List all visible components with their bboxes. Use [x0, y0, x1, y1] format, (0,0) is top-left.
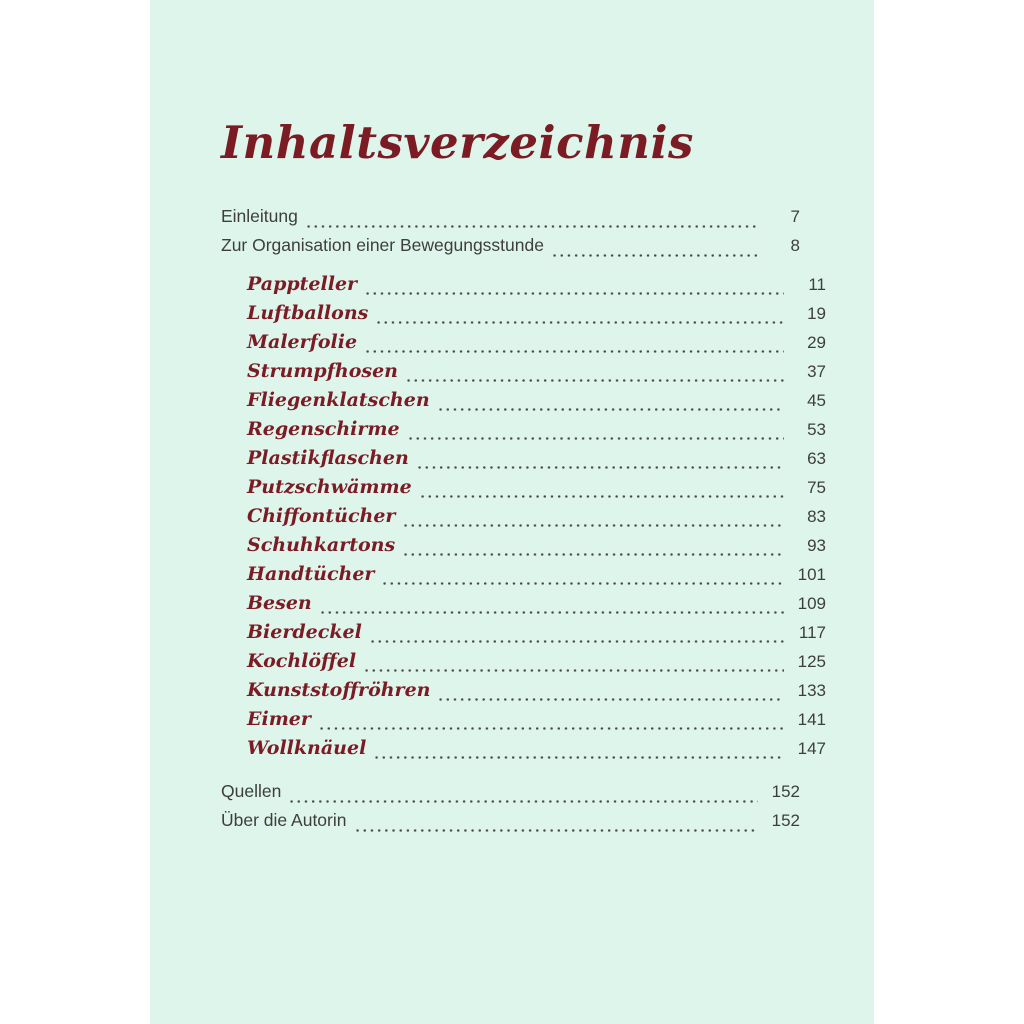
dotted-leader	[405, 379, 784, 382]
toc-entry	[221, 810, 800, 839]
toc-entry-page-number: 152	[771, 782, 800, 801]
toc-entry-page-number: 11	[808, 275, 826, 294]
toc-entry-label: Regenschirme	[247, 418, 400, 440]
toc-entry	[221, 360, 826, 389]
toc-entry-label: Kochlöffel	[247, 650, 357, 672]
dotted-leader	[551, 254, 758, 257]
toc-entry	[221, 563, 826, 592]
dotted-leader	[416, 466, 784, 469]
toc-entry-label: Über die Autorin	[221, 810, 347, 830]
toc-entry	[221, 302, 826, 331]
toc-entry-label: Quellen	[221, 781, 282, 801]
toc-entry-label: Einleitung	[221, 206, 298, 226]
toc-entry-label: Kunststoffröhren	[247, 679, 431, 701]
toc-entry-page-number: 133	[797, 681, 826, 700]
toc-entry-label: Chiffontücher	[247, 505, 396, 527]
toc-entry-page-number: 45	[807, 391, 826, 410]
page-title: Inhaltsverzeichnis	[221, 116, 694, 169]
dotted-leader	[288, 800, 758, 803]
toc-entry	[221, 447, 826, 476]
toc-entry	[221, 708, 826, 737]
dotted-leader	[373, 756, 784, 759]
toc-entry-label: Besen	[247, 592, 312, 614]
toc-entry-label: Wollknäuel	[247, 737, 367, 759]
toc-entry-label: Luftballons	[247, 302, 369, 324]
dotted-leader	[402, 553, 784, 556]
dotted-leader	[354, 829, 759, 832]
toc-entry-label: Malerfolie	[247, 331, 358, 353]
dotted-leader	[375, 321, 784, 324]
toc-entry-page-number: 75	[807, 478, 826, 497]
toc-entry-page-number: 152	[771, 811, 800, 830]
toc-entry	[221, 505, 826, 534]
dotted-leader	[407, 437, 784, 440]
toc-entry	[221, 476, 826, 505]
toc-entry-label: Plastikflaschen	[247, 447, 409, 469]
dotted-leader	[437, 698, 784, 701]
toc-entry-label: Putzschwämme	[247, 476, 412, 498]
toc-entry	[221, 273, 826, 302]
dotted-leader	[363, 669, 784, 672]
toc-entry	[221, 679, 826, 708]
toc-entry-label: Eimer	[247, 708, 311, 730]
dotted-leader	[437, 408, 784, 411]
toc-entry	[221, 534, 826, 563]
dotted-leader	[381, 582, 784, 585]
toc-entry-page-number: 141	[797, 710, 826, 729]
toc-entry-page-number: 147	[797, 739, 826, 758]
toc-entry	[221, 592, 826, 621]
toc-entry-label: Pappteller	[247, 273, 358, 295]
toc-entry-page-number: 93	[807, 536, 826, 555]
toc-entry-page-number: 8	[790, 236, 800, 255]
toc-entry-label: Fliegenklatschen	[247, 389, 430, 411]
toc-entry-label: Strumpfhosen	[247, 360, 398, 382]
toc-entry	[221, 737, 826, 766]
toc-entry-page-number: 109	[797, 594, 826, 613]
book-page	[150, 0, 874, 1024]
toc-entry-page-number: 37	[807, 362, 826, 381]
toc-entry	[221, 418, 826, 447]
dotted-leader	[369, 640, 784, 643]
toc-list	[221, 206, 826, 839]
toc-section-gap	[221, 766, 800, 781]
dotted-leader	[402, 524, 784, 527]
toc-entry-label: Schuhkartons	[247, 534, 396, 556]
toc-entry	[221, 621, 826, 650]
toc-entry-page-number: 53	[807, 420, 826, 439]
toc-entry-label: Handtücher	[247, 563, 375, 585]
toc-entry	[221, 331, 826, 360]
toc-entry	[221, 781, 800, 810]
toc-entry-page-number: 117	[798, 623, 826, 642]
dotted-leader	[364, 350, 784, 353]
toc-entry	[221, 206, 800, 235]
toc-entry-page-number: 125	[797, 652, 826, 671]
toc-entry-label: Bierdeckel	[247, 621, 362, 643]
dotted-leader	[318, 727, 784, 730]
toc-entry-page-number: 19	[807, 304, 826, 323]
dotted-leader	[319, 611, 784, 614]
toc-entry-page-number: 63	[807, 449, 826, 468]
dotted-leader	[305, 225, 758, 228]
toc-section-gap	[221, 264, 800, 273]
toc-entry-page-number: 83	[807, 507, 826, 526]
toc-entry	[221, 235, 800, 264]
toc-entry-page-number: 7	[790, 207, 800, 226]
toc-entry-label: Zur Organisation einer Bewegungsstunde	[221, 235, 544, 255]
toc-entry-page-number: 29	[807, 333, 826, 352]
dotted-leader	[419, 495, 784, 498]
toc-entry-page-number: 101	[797, 565, 826, 584]
toc-entry	[221, 650, 826, 679]
dotted-leader	[364, 292, 784, 295]
toc-entry	[221, 389, 826, 418]
